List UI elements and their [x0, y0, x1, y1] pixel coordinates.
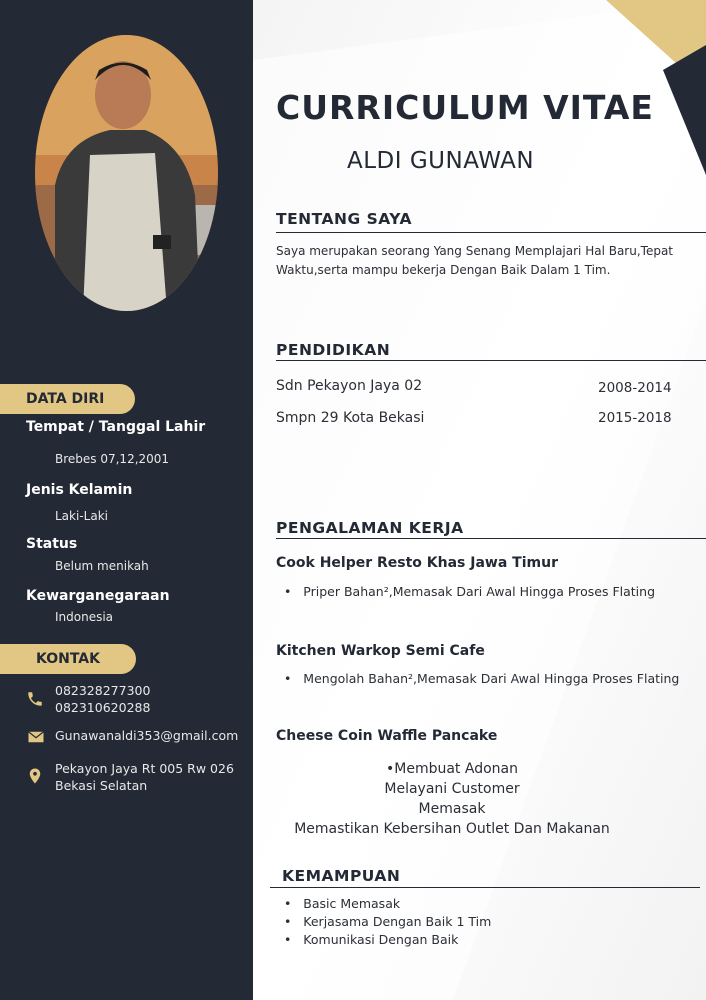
status-label: Status	[26, 536, 78, 552]
job-duty: •Membuat Adonan	[386, 761, 518, 777]
data-diri-heading: DATA DIRI	[0, 384, 135, 414]
phone-1: 082328277300	[55, 683, 151, 698]
skill-text: Kerjasama Dengan Baik 1 Tim	[303, 914, 492, 929]
about-text	[276, 242, 686, 280]
education-years: 2015-2018	[598, 410, 672, 426]
job-title: Cheese Coin Waffle Pancake	[276, 728, 498, 744]
job-bullet-text: Priper Bahan²,Memasak Dari Awal Hingga Proses Flating	[303, 584, 655, 599]
gender-value: Laki-Laki	[55, 509, 108, 523]
birth-value: Brebes 07,12,2001	[55, 452, 170, 466]
skills-heading: KEMAMPUAN	[282, 867, 401, 885]
person-name: ALDI GUNAWAN	[347, 148, 535, 174]
skills-divider	[270, 887, 700, 888]
education-school: Smpn 29 Kota Bekasi	[276, 410, 425, 426]
citizenship-label: Kewarganegaraan	[26, 588, 170, 604]
page-title: CURRICULUM VITAE	[276, 88, 654, 127]
about-divider	[276, 232, 706, 233]
education-divider	[276, 360, 706, 361]
about-heading: TENTANG SAYA	[276, 210, 413, 228]
skill-item: • Komunikasi Dengan Baik	[284, 932, 459, 947]
phone-icon	[26, 690, 44, 708]
skill-item: • Kerjasama Dengan Baik 1 Tim	[284, 914, 492, 929]
profile-photo	[35, 35, 218, 311]
education-heading: PENDIDIKAN	[276, 341, 391, 359]
sidebar	[0, 0, 253, 1000]
job-bullet-text: Mengolah Bahan²,Memasak Dari Awal Hingga Proses Flating	[303, 671, 680, 686]
kontak-heading: KONTAK	[0, 644, 136, 674]
address-1: Pekayon Jaya Rt 005 Rw 026	[55, 761, 234, 776]
status-value: Belum menikah	[55, 559, 149, 573]
experience-heading: PENGALAMAN KERJA	[276, 519, 464, 537]
experience-divider	[276, 538, 706, 539]
job-duty: Memasak	[418, 801, 486, 817]
job-duty: Memastikan Kebersihan Outlet Dan Makanan	[294, 821, 610, 837]
about-line-1: Saya merupakan seorang Yang Senang Memplajari Hal Baru,Tepat	[276, 244, 674, 258]
job-bullet: • Priper Bahan²,Memasak Dari Awal Hingga Proses Flating	[284, 584, 655, 599]
email: Gunawanaldi353@gmail.com	[55, 728, 239, 743]
skill-text: Komunikasi Dengan Baik	[303, 932, 459, 947]
education-years: 2008-2014	[598, 380, 672, 396]
job-title: Cook Helper Resto Khas Jawa Timur	[276, 555, 558, 571]
about-line-2: Waktu,serta mampu bekerja Dengan Baik Dalam 1 Tim.	[276, 263, 611, 277]
birth-label: Tempat / Tanggal Lahir	[26, 419, 206, 435]
skill-item: • Basic Memasak	[284, 896, 401, 911]
job-bullet: • Mengolah Bahan²,Memasak Dari Awal Hingga Proses Flating	[284, 671, 680, 686]
phone-2: 082310620288	[55, 700, 151, 715]
job-duty: Melayani Customer	[384, 781, 520, 797]
citizenship-value: Indonesia	[55, 610, 114, 624]
skill-text: Basic Memasak	[303, 896, 401, 911]
address-2: Bekasi Selatan	[55, 778, 148, 793]
email-icon	[26, 728, 44, 746]
location-icon	[26, 767, 44, 785]
education-school: Sdn Pekayon Jaya 02	[276, 378, 423, 394]
job-title: Kitchen Warkop Semi Cafe	[276, 643, 485, 659]
gender-label: Jenis Kelamin	[26, 482, 133, 498]
